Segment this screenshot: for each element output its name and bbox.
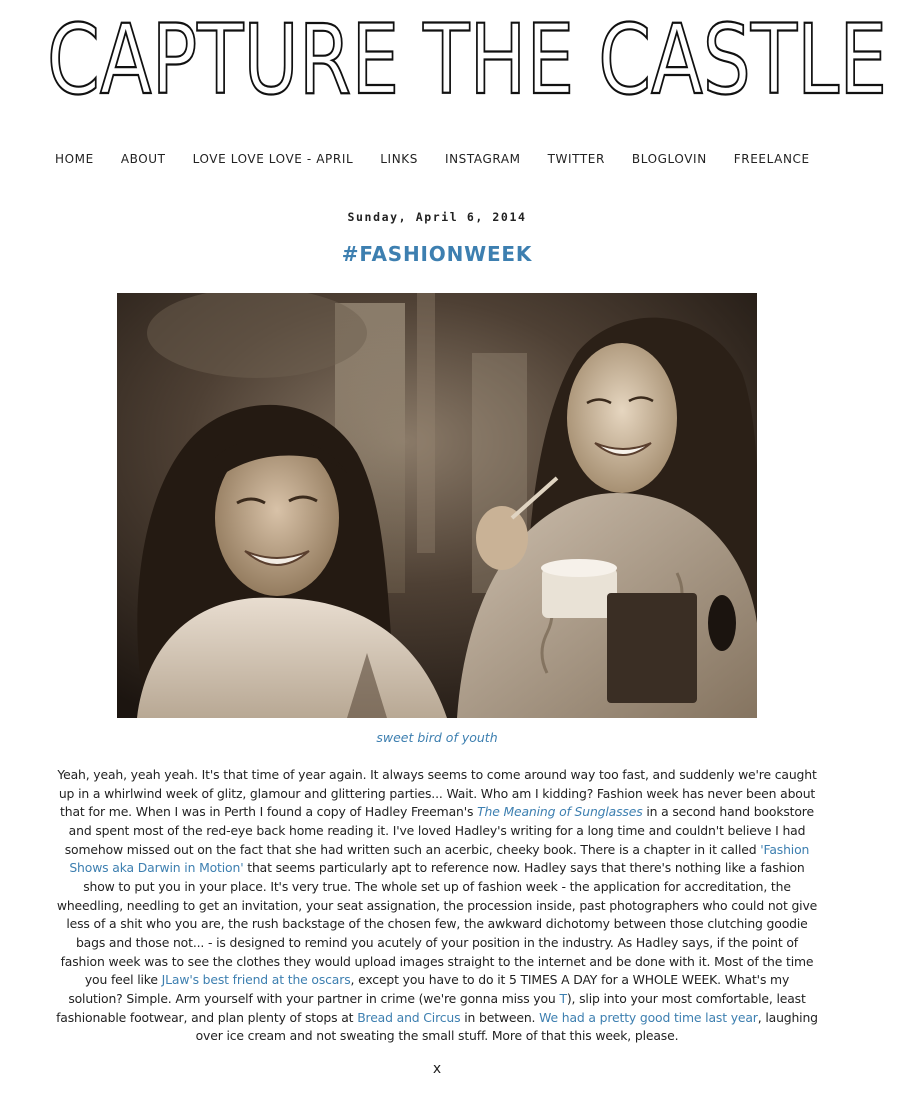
body-line: that for me. When I was in Perth I found a copy of Hadley Freeman's The Meaning of Sunglasses in a second hand bookstore — [60, 804, 814, 820]
body-line: bags and those not... - is designed to remind you acutely of your position in the industry. As Hadley says, if the point of — [75, 934, 799, 950]
body-line: Yeah, yeah, yeah yeah. It's that time of year again. It always seems to come around way too fast, and suddenly we're caught — [57, 767, 817, 782]
body-line: wheedling, needling to get an invitation, your seat assignation, the procession inside, past photographers who could not give — [56, 897, 818, 913]
nav-freelance[interactable]: FREELANCE — [733, 152, 810, 166]
main-nav — [55, 150, 837, 168]
body-line: show to put you in your place. It's very true. The whole set up of fashion week - the application for accreditation, the — [83, 878, 791, 894]
blog-title[interactable]: CAPTURE THE CASTLE — [47, 4, 887, 116]
link-bread-and-circus[interactable]: Bread and Circus — [357, 1009, 461, 1025]
body-line: fashionable footwear, and plan plenty of stops at Bread and Circus in between. We had a pretty good time last year, laughing — [56, 1009, 818, 1025]
post-photo[interactable] — [117, 293, 757, 718]
nav-instagram[interactable]: INSTAGRAM — [444, 152, 521, 166]
post-body — [56, 766, 818, 1046]
nav-links[interactable]: LINKS — [380, 152, 418, 166]
post-title[interactable]: #FASHIONWEEK — [341, 242, 533, 266]
nav-home[interactable]: HOME — [55, 152, 94, 166]
nav-about[interactable]: ABOUT — [120, 152, 166, 166]
body-line: less of a shit who you are, the rush backstage of the chosen few, the awkward dichotomy between those clutching goodie — [66, 916, 808, 932]
link-fashion-shows-darwin[interactable]: 'Fashion — [760, 841, 810, 857]
body-line: up in a whirlwind week of glitz, glamour and glittering parties... Wait. Who am I kidding? Fashion week has never been about — [58, 785, 816, 801]
body-line: Shows aka Darwin in Motion' that seems particularly apt to reference now. Hadley says that there's nothing like a fashion — [69, 860, 805, 876]
blog-header[interactable] — [0, 0, 915, 120]
body-line: fashion week was to see the clothes they would upload images straight to the internet and be done with it. Most of the time — [60, 953, 814, 969]
link-t[interactable]: T — [559, 990, 567, 1006]
body-line: you feel like JLaw's best friend at the oscars, except you have to do it 5 TIMES A DAY for a WHOLE WEEK. What's my — [84, 972, 790, 988]
link-the-meaning-of-sunglasses[interactable]: The Meaning of Sunglasses — [477, 804, 643, 820]
link-pretty-good-time-last-year[interactable]: We had a pretty good time last year — [539, 1009, 758, 1025]
body-line: and spent most of the red-eye back home reading it. I've loved Hadley's writing for a long time and couldn't believe I had — [68, 822, 806, 838]
link-fashion-shows-darwin-cont[interactable]: Shows aka Darwin in Motion' — [69, 860, 244, 876]
photo-two-women-laughing — [117, 293, 757, 718]
body-line: solution? Simple. Arm yourself with your partner in crime (we're gonna miss you T), slip into your most comfortable, least — [68, 990, 806, 1006]
body-line: over ice cream and not sweating the small stuff. More of that this week, please. — [195, 1028, 679, 1044]
image-caption: sweet bird of youth — [376, 730, 498, 745]
nav-bloglovin[interactable]: BLOGLOVIN — [631, 152, 707, 166]
post-date: Sunday, April 6, 2014 — [347, 210, 527, 224]
link-jlaw-best-friend[interactable]: JLaw's best friend at the oscars — [161, 972, 351, 988]
nav-twitter[interactable]: TWITTER — [547, 152, 605, 166]
body-line: somehow missed out on the fact that she had written such an acerbic, cheeky book. There is a chapter in it called 'Fashion — [64, 841, 810, 857]
blog-title-wordmark[interactable] — [0, 0, 915, 120]
nav-love-love-love-april[interactable]: LOVE LOVE LOVE - APRIL — [192, 152, 354, 166]
post-signoff: x — [432, 1061, 442, 1077]
